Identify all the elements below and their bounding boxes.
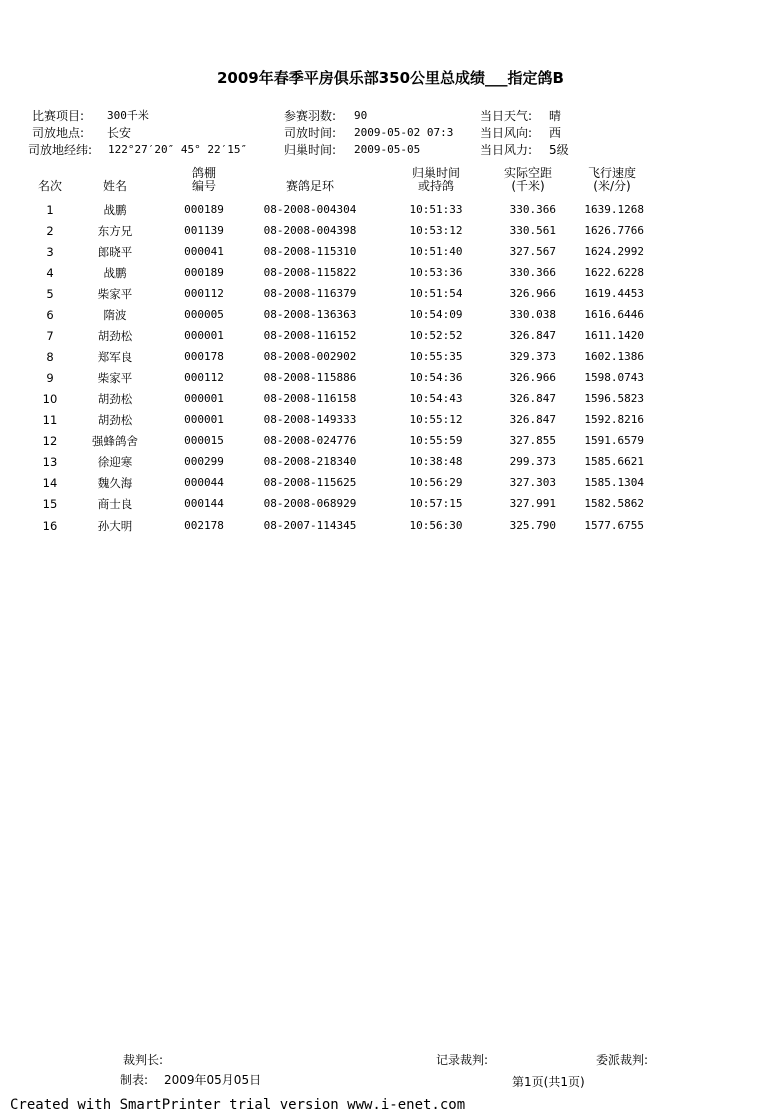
- loft-cell: 000112: [184, 287, 224, 300]
- ring-cell: 08-2008-115886: [263, 371, 357, 384]
- table-row: [0, 497, 781, 511]
- loft-cell: 000299: [184, 455, 224, 468]
- loft-cell: 000189: [184, 203, 224, 216]
- col-header-loft-1: 鸽棚: [191, 166, 216, 180]
- name-cell: 胡劲松: [97, 413, 133, 427]
- name-cell: 柴家平: [97, 287, 133, 301]
- name-cell: 商士良: [97, 497, 133, 511]
- table-row: [0, 413, 781, 427]
- made-date: 2009年05月05日: [164, 1073, 262, 1087]
- wind-dir-label: 当日风向:: [480, 126, 533, 140]
- col-header-name: 姓名: [102, 179, 127, 193]
- project-value: 300千米: [107, 109, 149, 122]
- ring-cell: 08-2008-068929: [263, 497, 357, 510]
- location-label: 司放地点:: [32, 126, 85, 140]
- table-row: [0, 287, 781, 301]
- rank-cell: 14: [42, 476, 58, 490]
- page-title: 2009年春季平房俱乐部350公里总成绩___指定鸽B: [217, 69, 564, 87]
- loft-cell: 000041: [184, 245, 224, 258]
- col-header-dist-1: 实际空距: [503, 166, 552, 180]
- time-cell: 10:53:36: [409, 266, 463, 279]
- table-row: [0, 434, 781, 448]
- table-row: [0, 350, 781, 364]
- loft-cell: 002178: [184, 519, 224, 532]
- time-cell: 10:54:09: [409, 308, 463, 321]
- name-cell: 柴家平: [97, 371, 133, 385]
- name-cell: 强蜂鸽舍: [92, 434, 138, 448]
- ring-cell: 08-2008-149333: [263, 413, 357, 426]
- table-row: [0, 476, 781, 490]
- loft-cell: 000044: [184, 476, 224, 489]
- time-cell: 10:54:36: [409, 371, 463, 384]
- rank-cell: 3: [46, 245, 54, 259]
- name-cell: 战鹏: [103, 203, 127, 217]
- ring-cell: 08-2008-116152: [263, 329, 357, 342]
- distance-cell: 326.847: [509, 329, 556, 342]
- loft-cell: 000015: [184, 434, 224, 447]
- delegate-label: 委派裁判:: [596, 1053, 649, 1067]
- coords-value: 122°27′20″ 45° 22′15″: [108, 143, 248, 156]
- time-cell: 10:53:12: [409, 224, 463, 237]
- loft-cell: 000178: [184, 350, 224, 363]
- name-cell: 战鹏: [103, 266, 127, 280]
- name-cell: 魏久海: [97, 476, 133, 490]
- loft-cell: 000001: [184, 392, 224, 405]
- table-row: [0, 308, 781, 322]
- distance-cell: 326.847: [509, 413, 556, 426]
- table-row: [0, 455, 781, 469]
- rank-cell: 16: [42, 519, 58, 533]
- speed-cell: 1602.1386: [584, 350, 644, 363]
- speed-cell: 1592.8216: [584, 413, 644, 426]
- table-row: [0, 224, 781, 238]
- time-cell: 10:51:33: [409, 203, 463, 216]
- speed-cell: 1624.2992: [584, 245, 644, 258]
- rank-cell: 5: [46, 287, 54, 301]
- col-header-ring: 赛鸽足环: [285, 179, 334, 193]
- release-label: 司放时间:: [284, 126, 337, 140]
- time-cell: 10:56:30: [409, 519, 463, 532]
- distance-cell: 329.373: [509, 350, 556, 363]
- time-cell: 10:51:40: [409, 245, 463, 258]
- rank-cell: 8: [46, 350, 54, 364]
- distance-cell: 330.366: [509, 203, 556, 216]
- distance-cell: 327.855: [509, 434, 556, 447]
- loft-cell: 001139: [184, 224, 224, 237]
- wind-dir-value: 西: [549, 126, 562, 140]
- time-cell: 10:38:48: [409, 455, 463, 468]
- col-header-dist-2: (千米): [511, 179, 545, 193]
- ring-cell: 08-2008-002902: [263, 350, 357, 363]
- ring-cell: 08-2007-114345: [263, 519, 357, 532]
- speed-cell: 1585.1304: [584, 476, 644, 489]
- wind-force-value: 5级: [549, 143, 569, 157]
- speed-cell: 1585.6621: [584, 455, 644, 468]
- rank-cell: 12: [42, 434, 58, 448]
- project-label: 比赛项目:: [32, 109, 85, 123]
- distance-cell: 327.991: [509, 497, 556, 510]
- table-row: [0, 519, 781, 533]
- ring-cell: 08-2008-115310: [263, 245, 357, 258]
- time-cell: 10:55:35: [409, 350, 463, 363]
- time-cell: 10:57:15: [409, 497, 463, 510]
- time-cell: 10:54:43: [409, 392, 463, 405]
- speed-cell: 1582.5862: [584, 497, 644, 510]
- time-cell: 10:56:29: [409, 476, 463, 489]
- entries-label: 参赛羽数:: [284, 109, 337, 123]
- name-cell: 郑军良: [97, 350, 133, 364]
- loft-cell: 000144: [184, 497, 224, 510]
- wind-force-label: 当日风力:: [480, 143, 533, 157]
- time-cell: 10:51:54: [409, 287, 463, 300]
- speed-cell: 1619.4453: [584, 287, 644, 300]
- ring-cell: 08-2008-004304: [263, 203, 357, 216]
- location-value: 长安: [107, 126, 132, 140]
- speed-cell: 1616.6446: [584, 308, 644, 321]
- distance-cell: 327.303: [509, 476, 556, 489]
- speed-cell: 1577.6755: [584, 519, 644, 532]
- time-cell: 10:52:52: [409, 329, 463, 342]
- time-cell: 10:55:12: [409, 413, 463, 426]
- rank-cell: 7: [46, 329, 54, 343]
- distance-cell: 327.567: [509, 245, 556, 258]
- table-row: [0, 392, 781, 406]
- distance-cell: 299.373: [509, 455, 556, 468]
- time-cell: 10:55:59: [409, 434, 463, 447]
- ring-cell: 08-2008-116158: [263, 392, 357, 405]
- speed-cell: 1626.7766: [584, 224, 644, 237]
- ring-cell: 08-2008-136363: [263, 308, 357, 321]
- judge-label: 裁判长:: [123, 1053, 164, 1067]
- recorder-label: 记录裁判:: [436, 1053, 489, 1067]
- coords-label: 司放地经纬:: [28, 143, 93, 157]
- rank-cell: 6: [46, 308, 54, 322]
- rank-cell: 10: [42, 392, 58, 406]
- ring-cell: 08-2008-115822: [263, 266, 357, 279]
- ring-cell: 08-2008-218340: [263, 455, 357, 468]
- page-info: 第1页(共1页): [512, 1075, 585, 1089]
- entries-value: 90: [354, 109, 368, 122]
- name-cell: 徐迎寒: [97, 455, 133, 469]
- ring-cell: 08-2008-115625: [263, 476, 357, 489]
- name-cell: 胡劲松: [97, 392, 133, 406]
- table-row: [0, 245, 781, 259]
- return-value: 2009-05-05: [354, 143, 421, 156]
- table-row: [0, 329, 781, 343]
- distance-cell: 326.966: [509, 287, 556, 300]
- loft-cell: 000005: [184, 308, 224, 321]
- name-cell: 隋波: [103, 308, 127, 322]
- rank-cell: 13: [42, 455, 58, 469]
- col-header-speed-2: (米/分): [593, 179, 631, 193]
- rank-cell: 11: [42, 413, 58, 427]
- col-header-rank: 名次: [37, 179, 62, 193]
- distance-cell: 326.966: [509, 371, 556, 384]
- distance-cell: 330.366: [509, 266, 556, 279]
- col-header-loft-2: 编号: [191, 179, 216, 193]
- loft-cell: 000001: [184, 413, 224, 426]
- ring-cell: 08-2008-004398: [263, 224, 357, 237]
- col-header-time-2: 或持鸽: [417, 179, 454, 193]
- name-cell: 东方兄: [97, 224, 133, 238]
- name-cell: 孙大明: [97, 519, 133, 533]
- loft-cell: 000001: [184, 329, 224, 342]
- watermark-text: Created with SmartPrinter trial version www.i-enet.com: [10, 1097, 466, 1113]
- speed-cell: 1598.0743: [584, 371, 644, 384]
- return-label: 归巢时间:: [284, 143, 337, 157]
- speed-cell: 1611.1420: [584, 329, 644, 342]
- col-header-speed-1: 飞行速度: [587, 166, 636, 180]
- name-cell: 郎晓平: [97, 245, 133, 259]
- rank-cell: 15: [42, 497, 58, 511]
- rank-cell: 4: [46, 266, 54, 280]
- weather-label: 当日天气:: [480, 109, 533, 123]
- speed-cell: 1596.5823: [584, 392, 644, 405]
- loft-cell: 000189: [184, 266, 224, 279]
- table-row: [0, 203, 781, 217]
- distance-cell: 326.847: [509, 392, 556, 405]
- ring-cell: 08-2008-024776: [263, 434, 357, 447]
- distance-cell: 330.038: [509, 308, 556, 321]
- ring-cell: 08-2008-116379: [263, 287, 357, 300]
- rank-cell: 9: [46, 371, 54, 385]
- distance-cell: 330.561: [509, 224, 556, 237]
- speed-cell: 1639.1268: [584, 203, 644, 216]
- speed-cell: 1622.6228: [584, 266, 644, 279]
- col-header-time-1: 归巢时间: [411, 166, 460, 180]
- table-row: [0, 266, 781, 280]
- distance-cell: 325.790: [509, 519, 556, 532]
- loft-cell: 000112: [184, 371, 224, 384]
- release-value: 2009-05-02 07:3: [354, 126, 454, 139]
- rank-cell: 1: [46, 203, 54, 217]
- speed-cell: 1591.6579: [584, 434, 644, 447]
- weather-value: 晴: [549, 109, 562, 123]
- table-row: [0, 371, 781, 385]
- name-cell: 胡劲松: [97, 329, 133, 343]
- made-label: 制表:: [120, 1073, 149, 1087]
- rank-cell: 2: [46, 224, 54, 238]
